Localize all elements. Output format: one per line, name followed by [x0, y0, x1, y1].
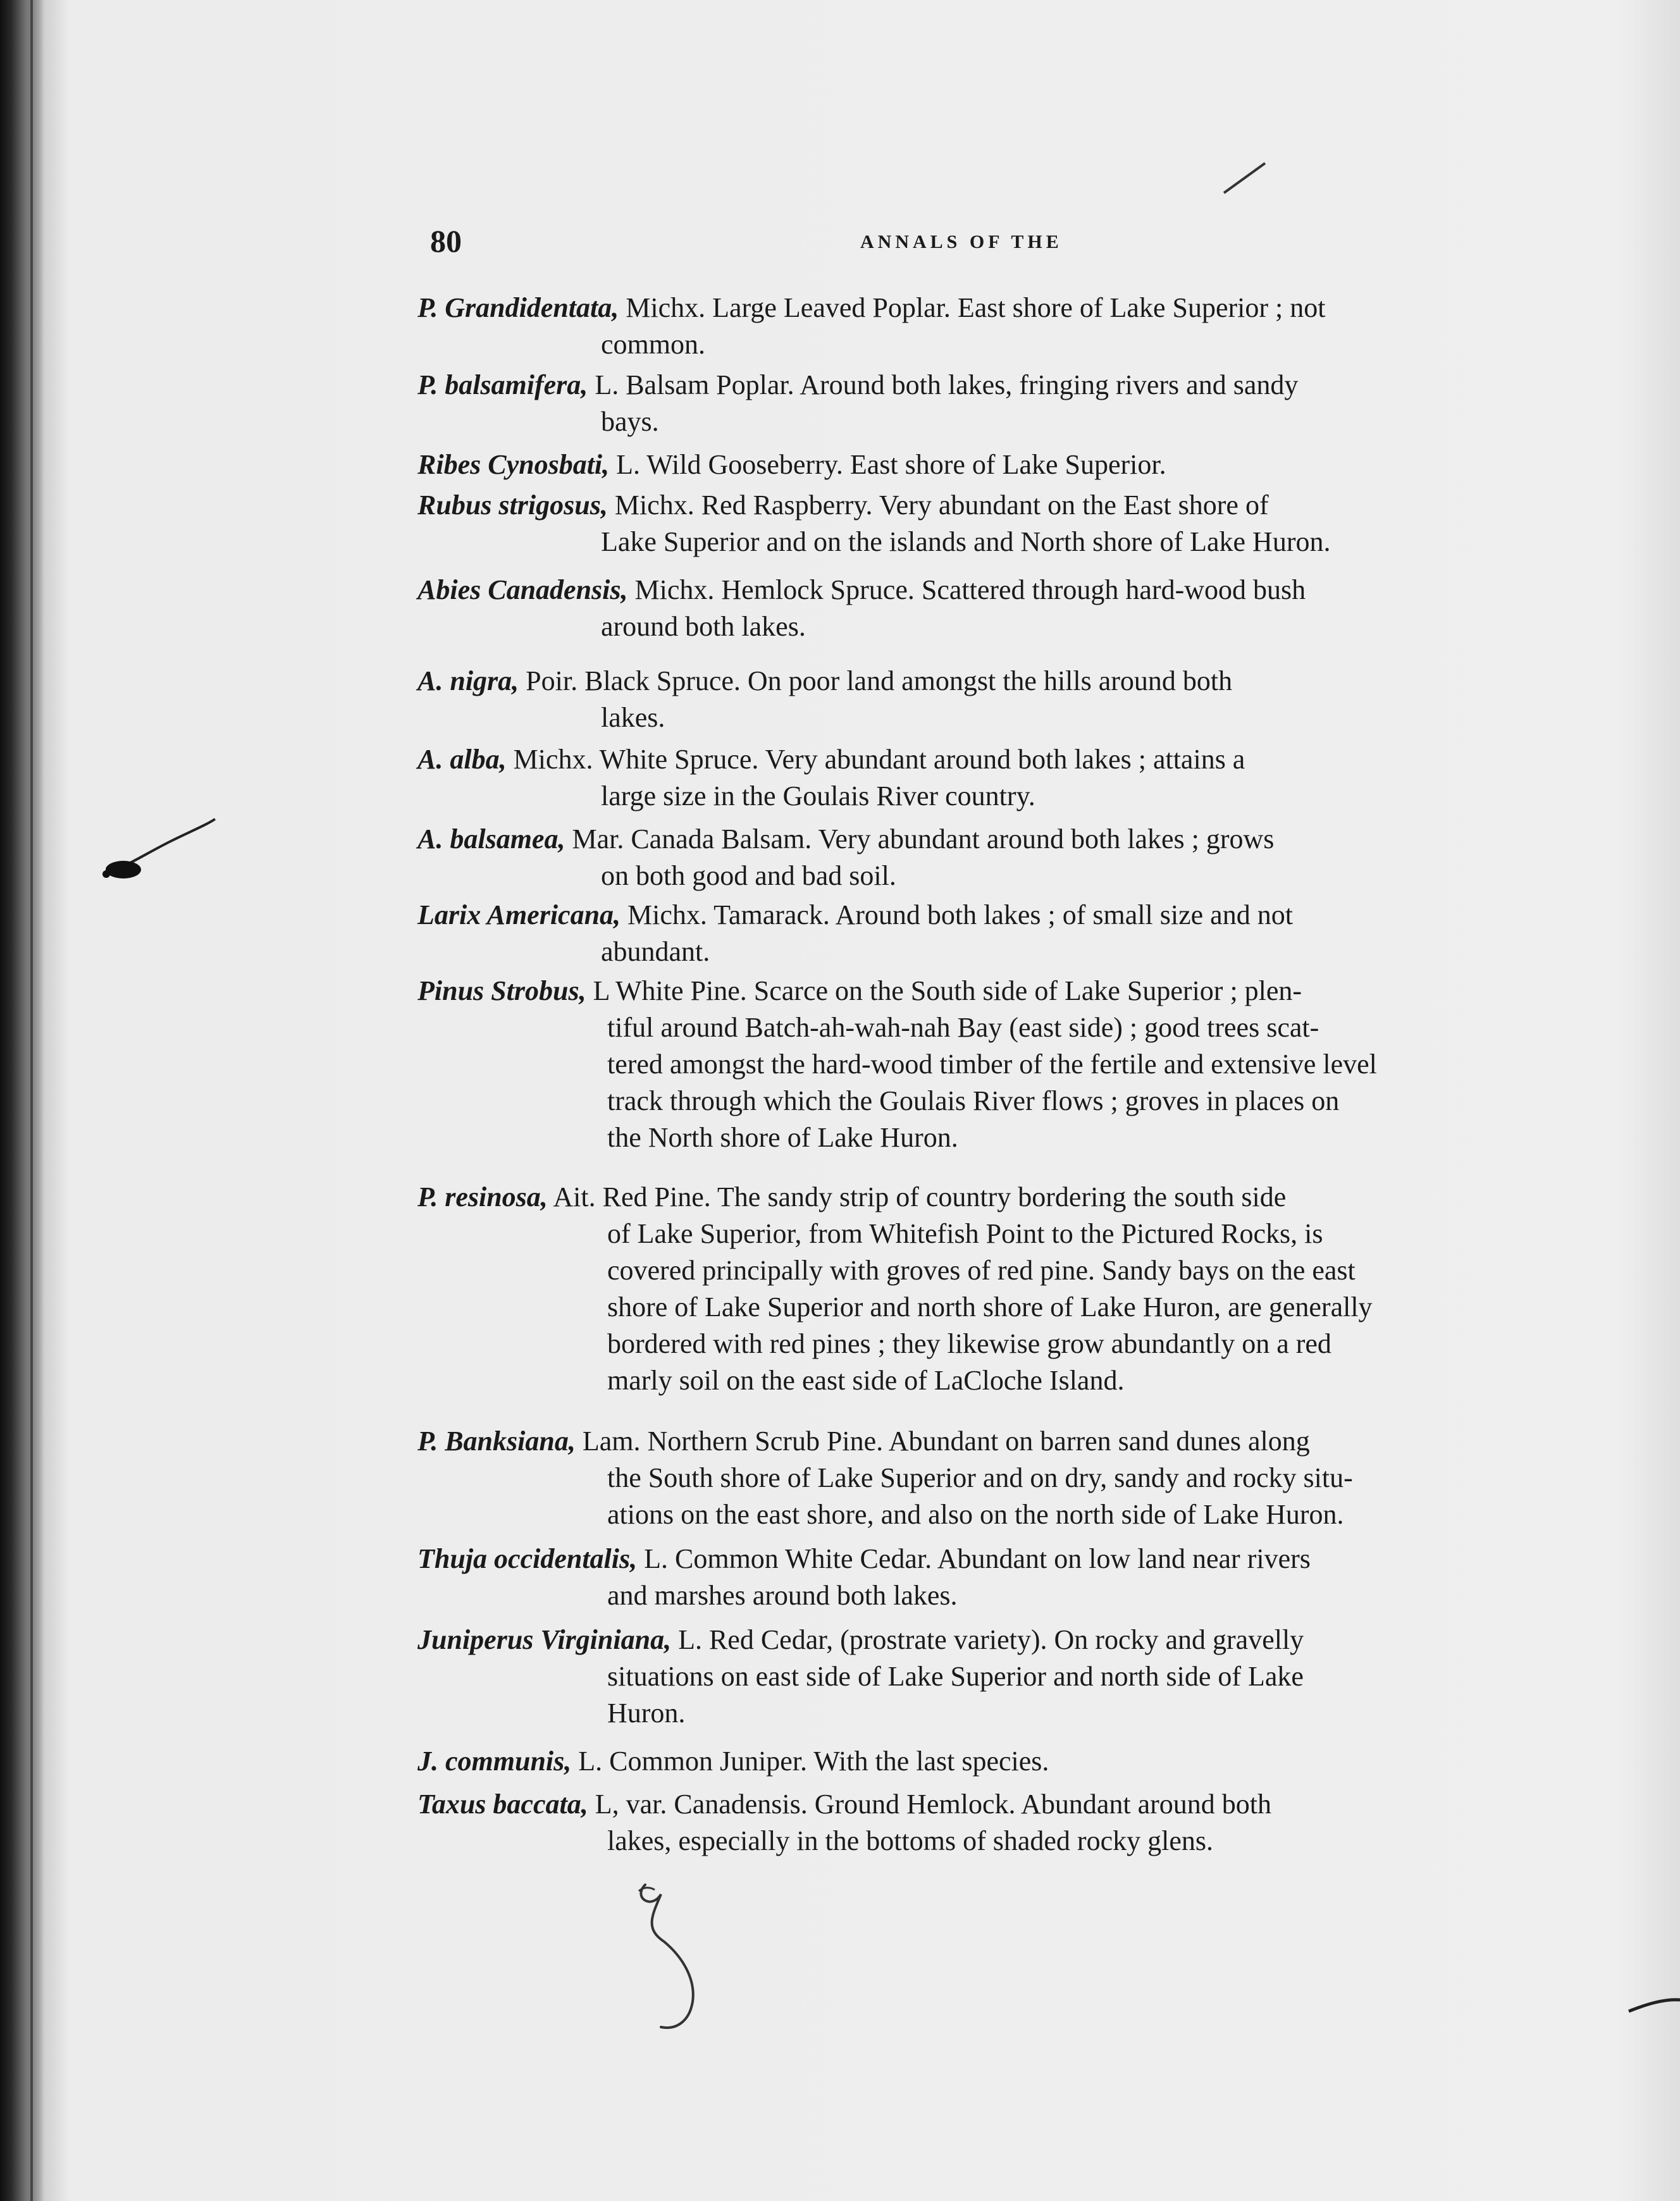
entry-first-line — [417, 663, 1232, 700]
entry-continuation: bays. — [601, 406, 659, 437]
entry-continuation: the North shore of Lake Huron. — [607, 1122, 958, 1153]
entry-continuation: covered principally with groves of red pine. Sandy bays on the east — [607, 1255, 1356, 1286]
entry-text: L. Common Juniper. With the last species. — [578, 1746, 1049, 1777]
entry-first-line — [417, 973, 1302, 1009]
edge-ink-mark — [1626, 1992, 1680, 2018]
entry-continuation: around both lakes. — [601, 611, 806, 642]
entry-continuation: track through which the Goulais River flows ; groves in places on — [607, 1085, 1340, 1116]
species-latin-name: A. balsamea, — [417, 823, 565, 854]
entry-first-line — [417, 487, 1269, 524]
page-number: 80 — [430, 223, 462, 259]
species-latin-name: Rubus strigosus, — [417, 490, 608, 521]
entry-continuation: common. — [601, 329, 705, 360]
entry-continuation: ations on the east shore, and also on the north side of Lake Huron. — [607, 1499, 1344, 1530]
entry-first-line — [417, 1743, 1049, 1780]
species-latin-name: P. balsamifera, — [417, 369, 588, 400]
species-latin-name: Thuja occidentalis, — [417, 1543, 638, 1574]
entry-text: Mar. Canada Balsam. Very abundant around both lakes ; grows — [572, 823, 1275, 854]
species-latin-name: Abies Canadensis, — [417, 574, 628, 605]
entry-continuation: tiful around Batch-ah-wah-nah Bay (east side) ; good trees scat- — [607, 1012, 1319, 1043]
species-latin-name: A. nigra, — [417, 665, 519, 696]
entry-first-line — [417, 821, 1274, 858]
entry-continuation: and marshes around both lakes. — [607, 1580, 958, 1611]
species-latin-name: Juniperus Virginiana, — [417, 1624, 672, 1655]
entry-continuation: large size in the Goulais River country. — [601, 780, 1035, 811]
entry-first-line — [417, 1423, 1310, 1460]
entry-first-line — [417, 572, 1306, 608]
entry-text: L, var. Canadensis. Ground Hemlock. Abundant around both — [595, 1789, 1271, 1820]
entry-continuation: lakes. — [601, 702, 665, 733]
species-latin-name: Larix Americana, — [417, 899, 621, 930]
entry-text: Michx. Tamarack. Around both lakes ; of small size and not — [627, 899, 1293, 930]
ink-blot-mark — [95, 816, 221, 898]
species-latin-name: Taxus baccata, — [417, 1789, 588, 1820]
entry-first-line — [417, 290, 1325, 326]
running-head: ANNALS OF THE — [860, 231, 1063, 252]
entry-first-line — [417, 1622, 1304, 1658]
entry-continuation: tered amongst the hard-wood timber of the fertile and extensive level — [607, 1049, 1377, 1080]
entry-continuation: on both good and bad soil. — [601, 860, 896, 891]
species-latin-name: A. alba, — [417, 744, 507, 775]
entry-continuation: lakes, especially in the bottoms of shaded rocky glens. — [607, 1825, 1213, 1856]
entry-first-line — [417, 1179, 1286, 1216]
entry-text: Poir. Black Spruce. On poor land amongst the hills around both — [526, 665, 1233, 696]
species-latin-name: P. resinosa, — [417, 1181, 548, 1212]
entry-continuation: bordered with red pines ; they likewise grow abundantly on a red — [607, 1328, 1331, 1359]
entry-text: Lam. Northern Scrub Pine. Abundant on barren sand dunes along — [582, 1426, 1310, 1457]
pencil-stroke-mark — [1221, 158, 1271, 196]
entry-text: Michx. White Spruce. Very abundant around both lakes ; attains a — [513, 744, 1245, 775]
entry-first-line — [417, 1786, 1271, 1823]
species-latin-name: Ribes Cynosbati, — [417, 449, 610, 480]
entry-first-line — [417, 897, 1293, 934]
entry-text: Michx. Red Raspberry. Very abundant on the East shore of — [614, 490, 1269, 521]
entry-first-line — [417, 367, 1298, 404]
entry-text: L. Red Cedar, (prostrate variety). On rocky and gravelly — [678, 1624, 1304, 1655]
entry-continuation: marly soil on the east side of LaCloche Island. — [607, 1365, 1125, 1396]
binding-edge — [30, 0, 33, 2201]
entry-continuation: shore of Lake Superior and north shore of Lake Huron, are generally — [607, 1292, 1373, 1322]
species-latin-name: P. Grandidentata, — [417, 292, 619, 323]
entry-text: L White Pine. Scarce on the South side of Lake Superior ; plen- — [593, 975, 1302, 1006]
entry-text: Ait. Red Pine. The sandy strip of country bordering the south side — [553, 1181, 1287, 1212]
entry-text: L. Common White Cedar. Abundant on low land near rivers — [644, 1543, 1311, 1574]
species-latin-name: Pinus Strobus, — [417, 975, 586, 1006]
entry-continuation: situations on east side of Lake Superior and north side of Lake — [607, 1661, 1304, 1692]
entry-first-line — [417, 1541, 1311, 1577]
page-gutter-shadow — [0, 0, 44, 2201]
entry-text: Michx. Hemlock Spruce. Scattered through hard-wood bush — [634, 574, 1306, 605]
species-latin-name: J. communis, — [417, 1746, 572, 1777]
entry-first-line — [417, 741, 1245, 778]
page-header — [430, 223, 1505, 267]
entry-continuation: Huron. — [607, 1698, 686, 1729]
entry-first-line — [417, 447, 1166, 483]
entry-continuation: Lake Superior and on the islands and North shore of Lake Huron. — [601, 526, 1331, 557]
entry-text: Michx. Large Leaved Poplar. East shore of Lake Superior ; not — [626, 292, 1326, 323]
entry-continuation: the South shore of Lake Superior and on dry, sandy and rocky situ- — [607, 1462, 1353, 1493]
species-latin-name: P. Banksiana, — [417, 1426, 576, 1457]
entry-text: L. Balsam Poplar. Around both lakes, fringing rivers and sandy — [595, 369, 1299, 400]
handwritten-pencil-mark — [626, 1872, 740, 2037]
entry-continuation: of Lake Superior, from Whitefish Point to the Pictured Rocks, is — [607, 1218, 1323, 1249]
entry-text: L. Wild Gooseberry. East shore of Lake Superior. — [616, 449, 1166, 480]
entry-continuation: abundant. — [601, 936, 710, 967]
